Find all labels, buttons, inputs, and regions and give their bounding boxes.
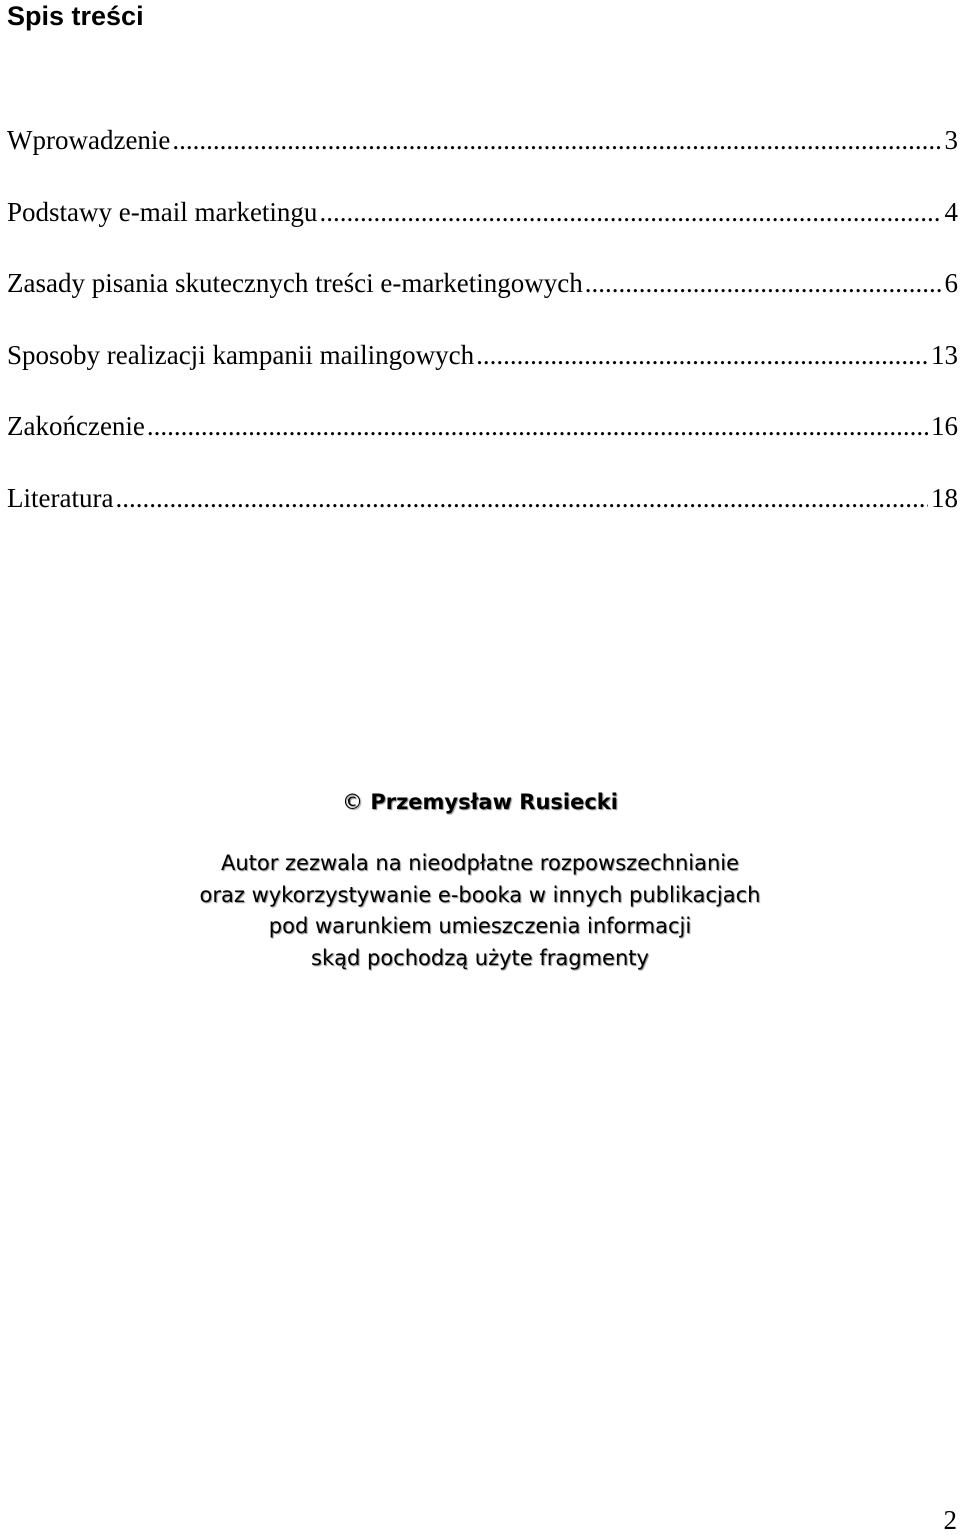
toc-dot-leader (585, 265, 942, 301)
toc-entry-page: 4 (944, 196, 958, 227)
toc-entry-page: 18 (931, 482, 958, 513)
toc-entry-title: Sposoby realizacji kampanii mailingowych (7, 339, 475, 370)
copyright-notice (0, 784, 960, 820)
license-line: oraz wykorzystywanie e-booka w innych publikacjach (199, 882, 761, 907)
toc-entry-title: Zasady pisania skutecznych treści e-marketingowych (7, 268, 583, 298)
license-line: pod warunkiem umieszczenia informacji (268, 914, 692, 938)
license-line: Autor zezwala na nieodpłatne rozpowszechnianie (220, 851, 740, 875)
toc-entry-title: Zakończenie (7, 411, 145, 441)
page-title: Spis treści (7, 1, 144, 31)
copyright-line (0, 784, 960, 820)
toc-dot-leader (147, 408, 928, 444)
toc-entry-title: Literatura (7, 482, 114, 513)
page-number: 2 (943, 1505, 957, 1535)
toc-entry[interactable] (7, 265, 958, 337)
license-line: skąd pochodzą użyte fragmenty (311, 945, 649, 970)
toc-entry-title: Wprowadzenie (7, 125, 171, 155)
toc-entry[interactable] (7, 480, 958, 552)
toc-dot-leader (172, 122, 941, 158)
copyright-author: Przemysław Rusiecki (370, 790, 618, 814)
toc-entry[interactable] (7, 122, 958, 194)
toc-entry-page: 3 (944, 125, 958, 155)
toc-dot-leader (115, 480, 928, 516)
toc-entry[interactable] (7, 408, 958, 480)
toc-entry[interactable] (7, 194, 958, 266)
copyright-icon: © (342, 790, 364, 814)
toc-entry-page: 13 (931, 339, 958, 370)
toc-entry[interactable] (7, 337, 958, 409)
toc-entry-page: 16 (931, 411, 958, 441)
toc-entry-title: Podstawy e-mail marketingu (7, 196, 318, 227)
toc-dot-leader (476, 337, 928, 373)
license-statement (0, 848, 960, 974)
toc-entry-page: 6 (944, 268, 958, 298)
toc-dot-leader (319, 194, 941, 230)
table-of-contents (7, 122, 958, 551)
